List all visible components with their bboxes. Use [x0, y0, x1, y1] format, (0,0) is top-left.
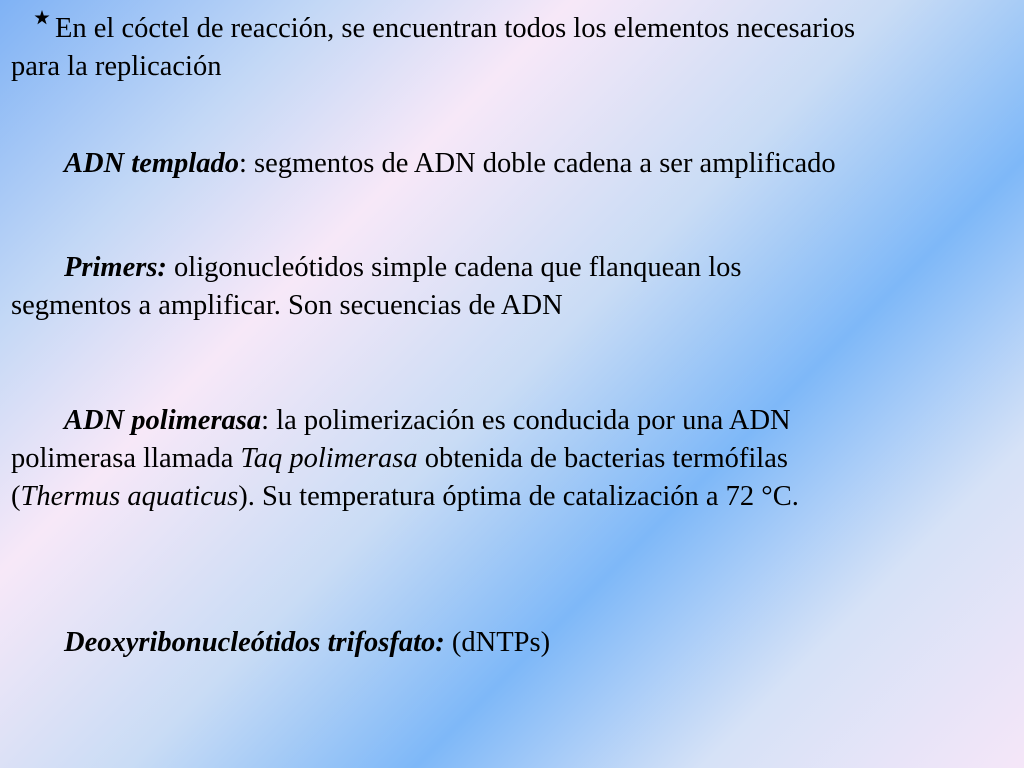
polimerasa-paragraph: [11, 402, 1019, 516]
primers-description-line1: oligonucleótidos simple cadena que flanquean los: [166, 252, 742, 283]
dntps-description: (dNTPs): [444, 627, 551, 658]
polimerasa-line3-b: ). Su temperatura óptima de catalización a 72 °C.: [238, 481, 799, 512]
intro-paragraph: [11, 10, 1019, 86]
templado-paragraph: [11, 145, 1019, 183]
templado-term: ADN templado: [64, 148, 239, 179]
intro-text-line2: para la replicación: [11, 51, 222, 82]
polimerasa-term: ADN polimerasa: [64, 405, 262, 436]
taq-polimerasa-name: Taq polimerasa: [240, 443, 418, 474]
intro-text: En el cóctel de reacción, se encuentran todos los elementos necesarios: [55, 13, 856, 44]
templado-description: : segmentos de ADN doble cadena a ser amplificado: [238, 148, 836, 179]
primers-term: Primers:: [64, 252, 167, 283]
polimerasa-description-line1: : la polimerización es conducida por una ADN: [261, 405, 791, 436]
polimerasa-line3-a: (: [11, 481, 21, 512]
primers-paragraph: [11, 249, 1019, 325]
dntps-paragraph: [11, 624, 1019, 662]
dntps-term: Deoxyribonucleótidos trifosfato:: [64, 627, 445, 658]
primers-description-line2: segmentos a amplificar. Son secuencias de ADN: [11, 290, 563, 321]
polimerasa-line2-b: obtenida de bacterias termófilas: [417, 443, 788, 474]
polimerasa-line2-a: polimerasa llamada: [11, 443, 241, 474]
thermus-aquaticus-name: Thermus aquaticus: [20, 481, 239, 512]
